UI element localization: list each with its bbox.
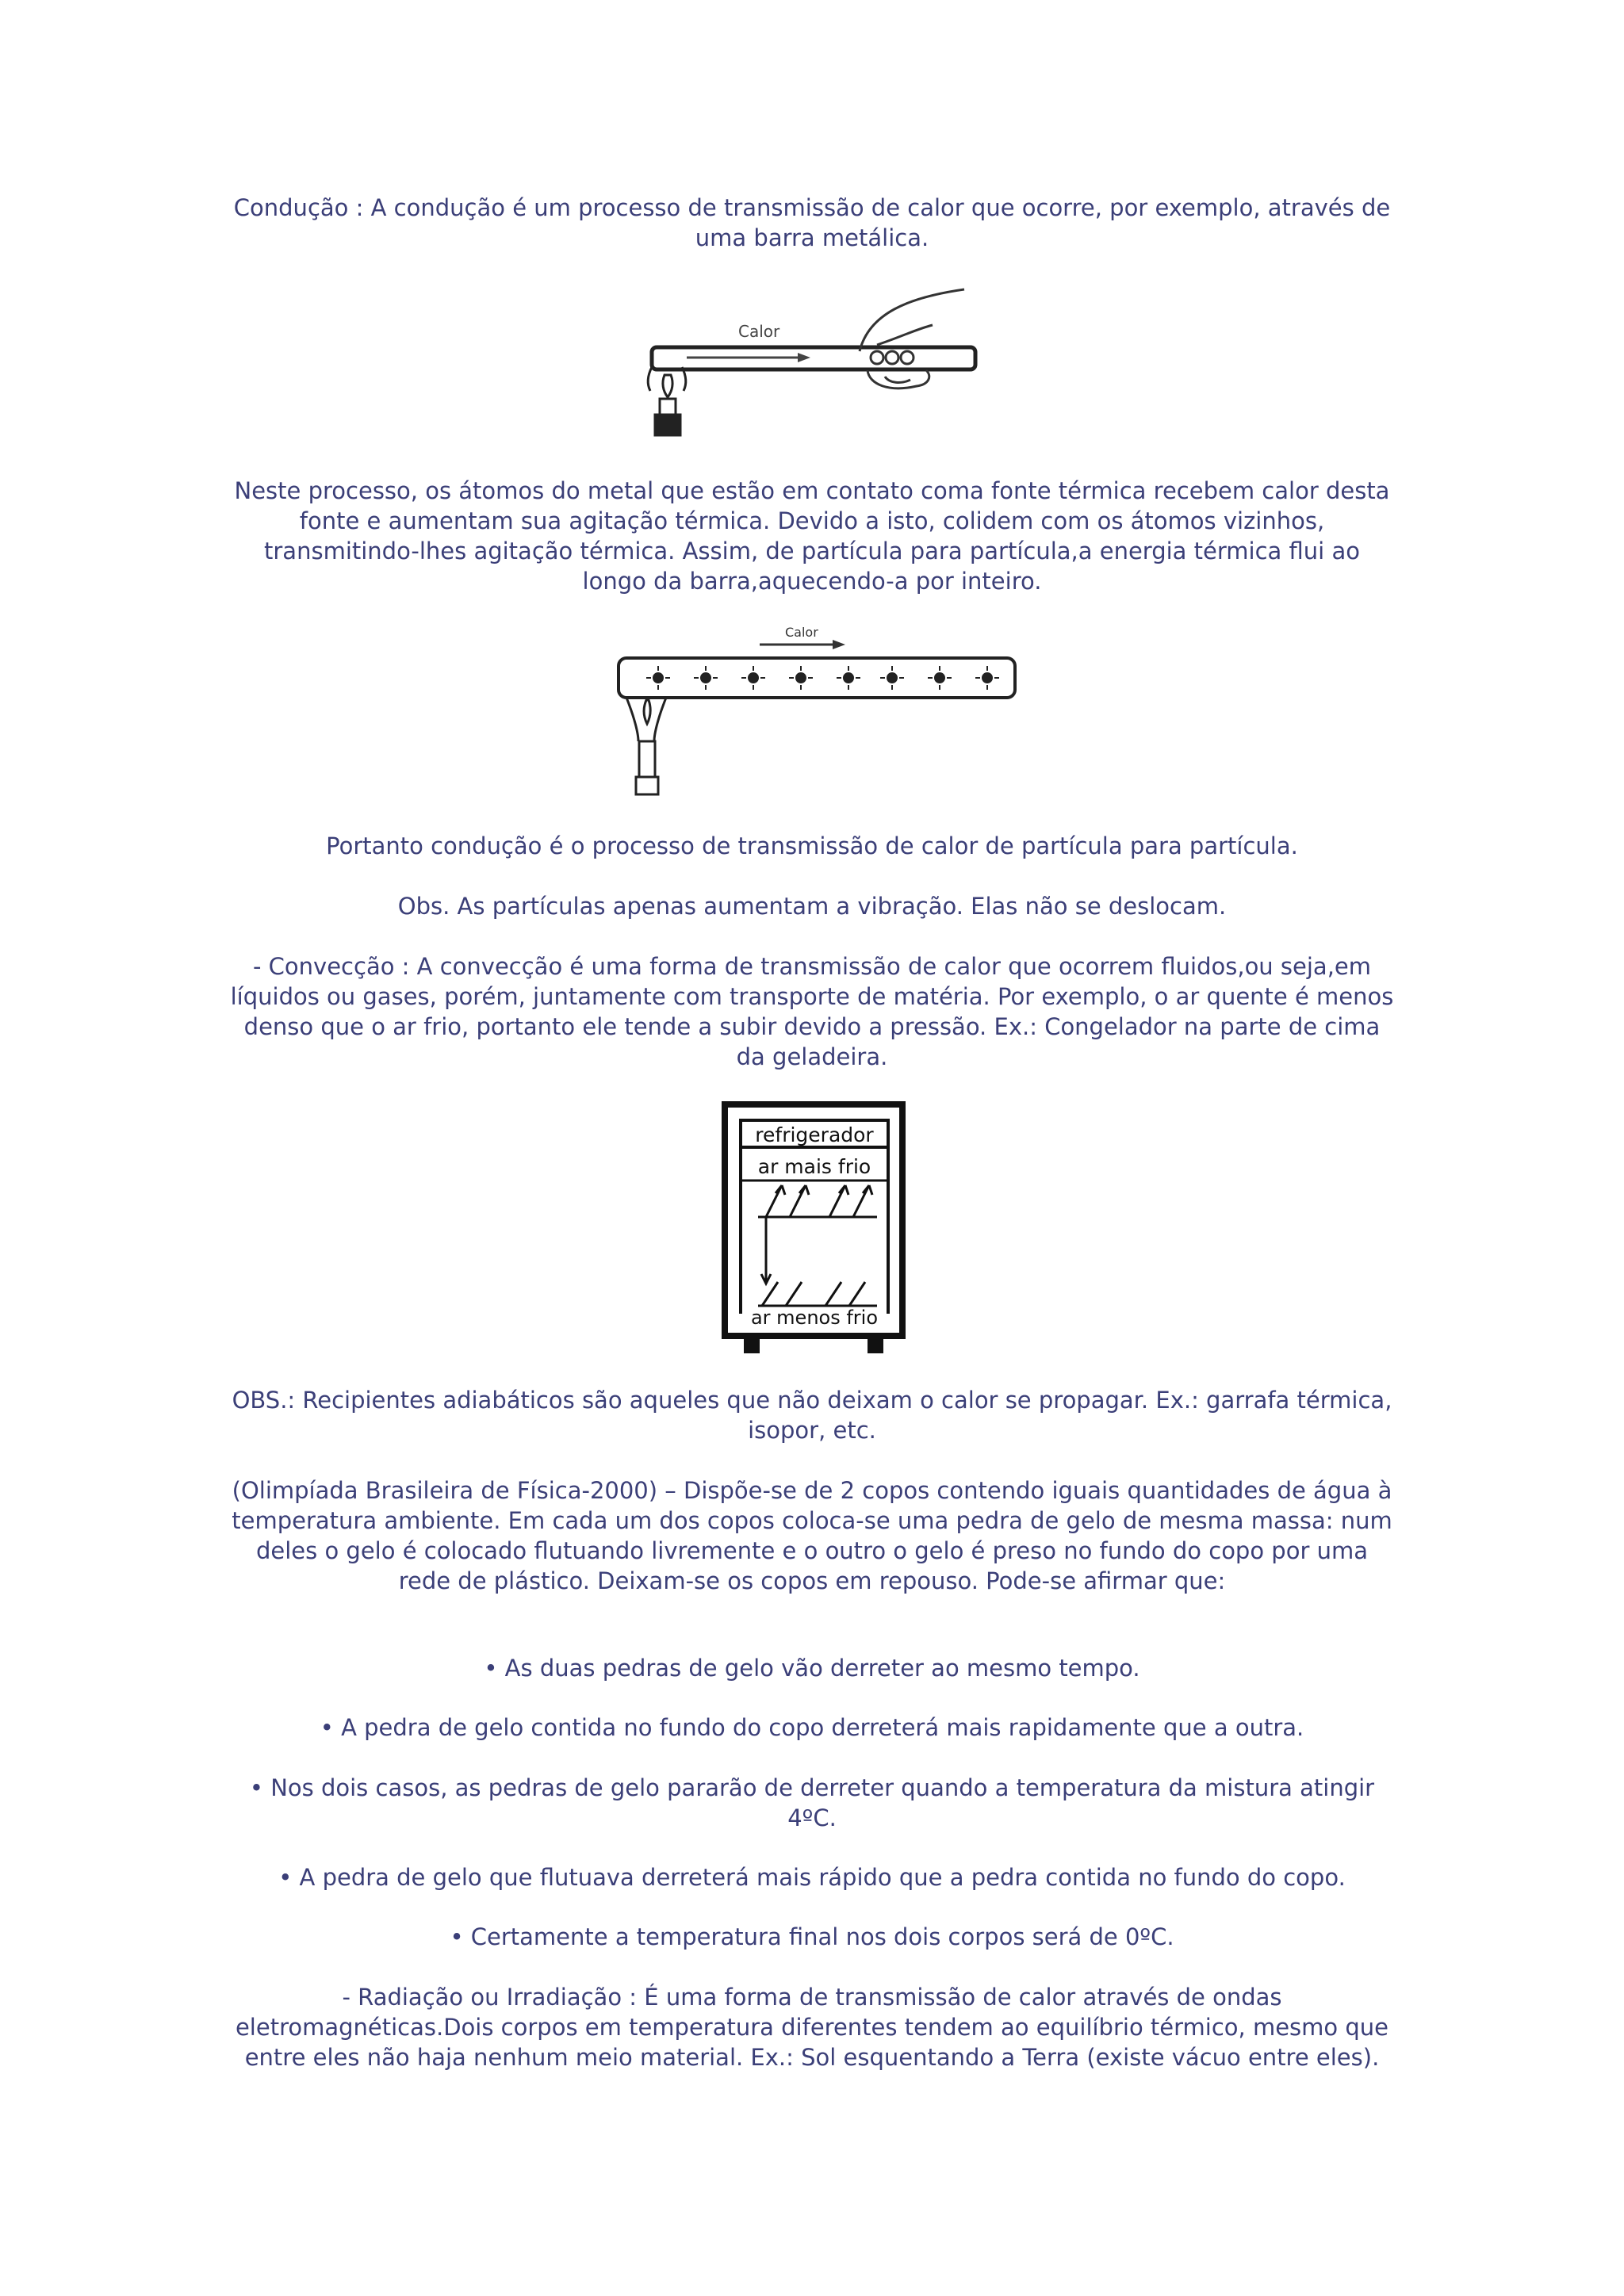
heated-bar-illustration xyxy=(615,281,1004,444)
conducao-processo-paragraph: Neste processo, os átomos do metal que estão em contato coma fonte térmica recebem calor desta fonte e aumentam sua agitação térmica. Devido a isto, colidem com os átomos vizinhos, transmitindo-lhes agitação térmica. Assim, de partícula para partícula,a energia térmica flui ao longo da barra,aquecendo-a por inteiro. xyxy=(234,477,1390,595)
alternativa-4: • A pedra de gelo que flutuava derreterá mais rápido que a pedra contida no fundo do copo. xyxy=(278,1864,1346,1891)
alternativa-3: • Nos dois casos, as pedras de gelo pararão de derreter quando a temperatura da mistura atingir 4ºC. xyxy=(249,1774,1375,1831)
figure-atom-bar xyxy=(611,622,1023,801)
alternativa-1: • As duas pedras de gelo vão derreter ao mesmo tempo. xyxy=(484,1655,1140,1682)
alternativa-5: • Certamente a temperatura final nos dois corpos será de 0ºC. xyxy=(450,1923,1174,1950)
radiacao-paragraph: - Radiação ou Irradiação : É uma forma de transmissão de calor através de ondas eletromagnéticas.Dois corpos em temperatura diferentes tendem ao equilíbrio térmico, mesmo que entre eles não haja nenhum meio material. Ex.: Sol esquentando a Terra (existe vácuo entre eles). xyxy=(235,1984,1389,2071)
burner-icon xyxy=(648,367,686,435)
fridge-right-foot xyxy=(868,1336,883,1353)
alternativa-2: • A pedra de gelo contida no fundo do copo derreterá mais rapidamente que a outra. xyxy=(320,1714,1304,1741)
fridge-top-label: ar mais frio xyxy=(757,1155,871,1178)
hand-icon xyxy=(860,289,964,388)
obs-particulas-paragraph: Obs. As partículas apenas aumentam a vibração. Elas não se deslocam. xyxy=(397,893,1227,920)
figure-heated-bar xyxy=(615,281,1004,444)
conveccao-paragraph: - Convecção : A convecção é uma forma de transmissão de calor que ocorrem fluidos,ou seja,em líquidos ou gases, porém, juntamente com transporte de matéria. Por exemplo, o ar quente é menos denso que o ar frio, portanto ele tende a subir devido a pressão. Ex.: Congelador na parte de cima da geladeira. xyxy=(230,953,1394,1070)
questao-paragraph: (Olimpíada Brasileira de Física-2000) – Dispõe-se de 2 copos contendo iguais quantidades de água à temperatura ambiente. Em cada um dos copos coloca-se uma pedra de gelo de mesma massa: num deles o gelo é colocado flutuando livremente e o outro o gelo é preso no fundo do copo por uma rede de plástico. Deixam-se os copos em repouso. Pode-se afirmar que: xyxy=(232,1477,1392,1594)
atom-metal-bar xyxy=(619,658,1015,698)
atom-bar-heat-label: Calor xyxy=(785,625,818,640)
bar-heat-label: Calor xyxy=(738,322,780,341)
fridge-bottom-label: ar menos frio xyxy=(750,1307,879,1329)
obs-adiabaticos-paragraph: OBS.: Recipientes adiabáticos são aqueles que não deixam o calor se propagar. Ex.: garrafa térmica, isopor, etc. xyxy=(232,1387,1392,1444)
atom-bar-illustration xyxy=(611,622,1023,801)
atom-heat-arrow-head xyxy=(833,640,845,649)
fridge-title-label: refrigerador xyxy=(755,1123,874,1146)
figure-refrigerator xyxy=(718,1098,909,1353)
fridge-left-foot xyxy=(744,1336,760,1353)
conducao-intro-paragraph: Condução : A condução é um processo de transmissão de calor que ocorre, por exemplo, através de uma barra metálica. xyxy=(233,194,1391,251)
refrigerator-illustration xyxy=(718,1098,909,1353)
conducao-resumo-paragraph: Portanto condução é o processo de transmissão de calor de partícula para partícula. xyxy=(326,832,1298,859)
atom-burner-icon xyxy=(626,698,666,794)
